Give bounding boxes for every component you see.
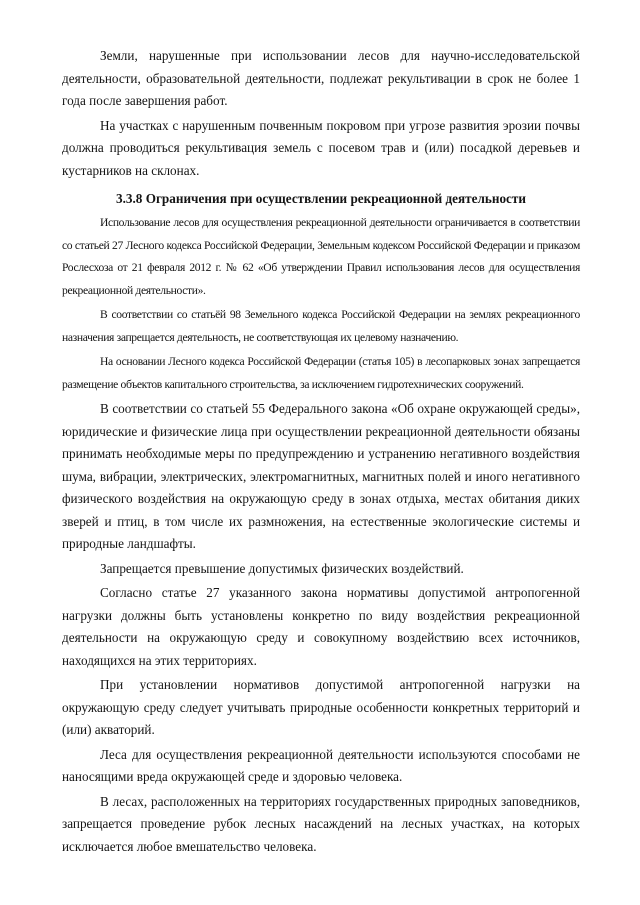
paragraph-reserves-logging-ban: В лесах, расположенных на территориях государственных природных заповедников, запрещается проведение рубок лесных насаждений на лесных участках, на которых исключается любое вмешательство человека. <box>62 793 580 854</box>
paragraph-forest-code-art27: Использование лесов для осуществления рекреационной деятельности ограничивается в соответствии со статьей 27 Лесного кодекса Российской Федерации, Земельным кодексом Российской Федерации и приказом Рослесхоза от 21 февраля 2012 г. № 62 «Об утверждении Правил использования лесов для осуществления рекреационной деятельности». <box>62 216 580 297</box>
paragraph-land-code-art98: В соответствии со статьёй 98 Земельного кодекса Российской Федерации на землях рекреационного назначения запрещается деятельность, не соответствующая их целевому назначению. <box>62 308 580 344</box>
paragraph-environment-law-art55: В соответствии со статьей 55 Федерального закона «Об охране окружающей среды», юридические и физические лица при осуществлении рекреационной деятельности обязаны принимать необходимые меры по предупреждению и устранению негативного воздействия шума, вибрации, электрических, электромагнитных, магнитных полей и иного негативного физического воздействия на окружающую среду в зонах отдыха, местах обитания диких зверей и птиц, в том числе их размножения, на естественные экологические системы и природные ландшафты. <box>62 401 580 551</box>
paragraph-reclamation-research: Земли, нарушенные при использовании лесов для научно-исследовательской деятельности, образовательной деятельности, подлежат рекультивации в срок не более 1 года после завершения работ. <box>62 48 580 108</box>
paragraph-reclamation-erosion: На участках с нарушенным почвенным покровом при угрозе развития эрозии почвы должна проводиться рекультивация земель с посевом трав и (или) посадкой деревьев и кустарников на склонах. <box>62 117 580 178</box>
paragraph-natural-features: При установлении нормативов допустимой антропогенной нагрузки на окружающую среду следует учитывать природные особенности конкретных территорий и (или) акваторий. <box>62 677 580 737</box>
paragraph-harmless-use: Леса для осуществления рекреационной деятельности используются способами не наносящими вреда окружающей среде и здоровью человека. <box>62 746 580 784</box>
section-heading: 3.3.8 Ограничения при осуществлении рекреационной деятельности <box>116 191 526 206</box>
document-body <box>62 45 580 860</box>
paragraph-physical-impact-ban: Запрещается превышение допустимых физических воздействий. <box>100 560 464 576</box>
paragraph-load-norms-art27: Согласно статье 27 указанного закона нормативы допустимой антропогенной нагрузки должны быть установлены конкретно по виду воздействия рекреационной деятельности на окружающую среду и совокупному воздействию всех источников, находящихся на этих территориях. <box>62 585 580 668</box>
paragraph-forest-code-art105: На основании Лесного кодекса Российской Федерации (статья 105) в лесопарковых зонах запрещается размещение объектов капитального строительства, за исключением гидротехнических сооружений. <box>62 355 580 391</box>
